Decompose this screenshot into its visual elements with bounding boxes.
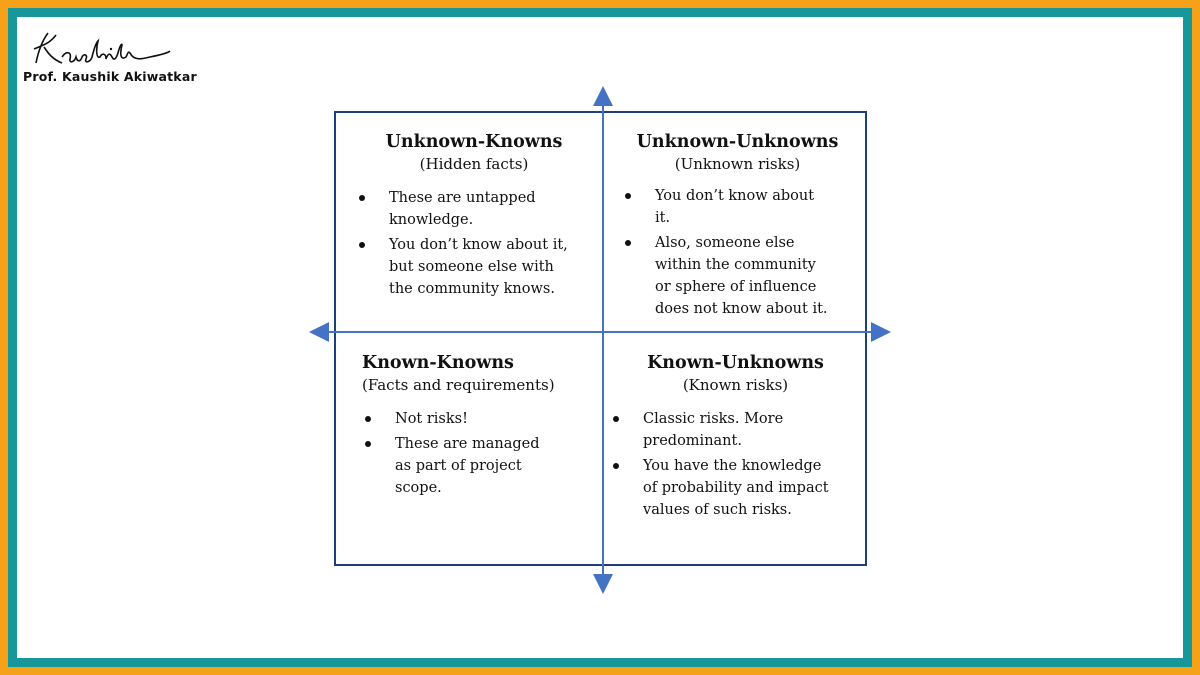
quadrant-known-knowns — [362, 353, 592, 502]
quadrant-title: Unknown-Unknowns — [636, 132, 839, 152]
quadrant-subtitle: (Facts and requirements) — [362, 376, 555, 394]
bullet-item: These are managed as part of project scope. — [365, 433, 592, 499]
bullet-dot-icon — [613, 416, 619, 422]
bullet-dot-icon — [625, 193, 631, 199]
bullet-dot-icon — [365, 416, 371, 422]
bullet-dot-icon — [359, 242, 365, 248]
bullet-list — [613, 408, 858, 521]
bullet-dot-icon — [613, 463, 619, 469]
bullet-dot-icon — [365, 441, 371, 447]
bullet-item: Not risks! — [365, 408, 592, 430]
slide-canvas — [17, 17, 1183, 658]
quadrant-subtitle: (Unknown risks) — [674, 155, 801, 173]
bullet-list — [625, 185, 850, 320]
bullet-item: You have the knowledge of probability and impact values of such risks. — [613, 455, 858, 521]
quadrant-title: Known-Unknowns — [647, 353, 824, 373]
quadrant-known-unknowns — [613, 353, 858, 524]
bullet-item: Also, someone else within the community or sphere of influence does not know about it. — [625, 232, 850, 320]
quadrant-title: Unknown-Knowns — [385, 132, 563, 152]
quadrant-unknown-knowns — [359, 132, 589, 303]
bullet-list — [365, 408, 592, 499]
quadrant-subtitle: (Known risks) — [682, 376, 789, 394]
bullet-dot-icon — [625, 240, 631, 246]
quadrant-subtitle: (Hidden facts) — [419, 155, 529, 173]
bullet-list — [359, 187, 589, 300]
bullet-item: You don’t know about it, but someone else with the community knows. — [359, 234, 589, 300]
bullet-item: These are untapped knowledge. — [359, 187, 589, 231]
bullet-item: Classic risks. More predominant. — [613, 408, 858, 452]
quadrant-title: Known-Knowns — [362, 353, 514, 373]
bullet-item: You don’t know about it. — [625, 185, 850, 229]
bullet-dot-icon — [359, 195, 365, 201]
risk-matrix-diagram — [17, 17, 1183, 658]
author-name: Prof. Kaushik Akiwatkar — [23, 69, 197, 84]
quadrant-unknown-unknowns — [625, 132, 850, 323]
